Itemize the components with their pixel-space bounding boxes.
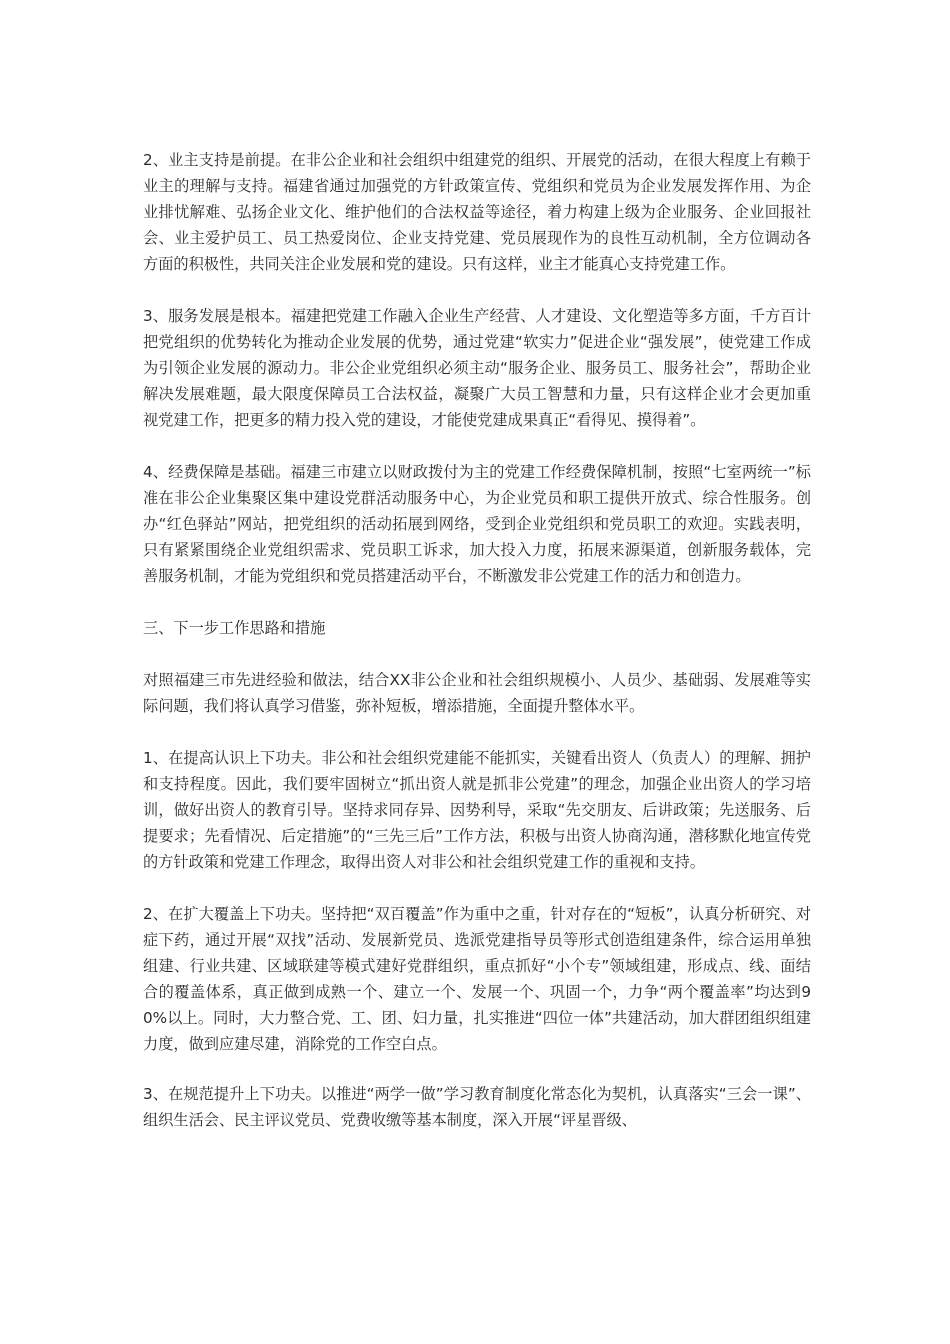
paragraph-owner-support: 2、业主支持是前提。在非公企业和社会组织中组建党的组织、开展党的活动，在很大程度上有赖于业主的理解与支持。福建省通过加强党的方针政策宣传、党组织和党员为企业发展发挥作用、为企业排忧解难、弘扬企业文化、维护他们的合法权益等途径，着力构建上级为企业服务、企业回报社会、业主爱护员工、员工热爱岗位、企业支持党建、党员展现作为的良性互动机制，全方位调动各方面的积极性，共同关注企业发展和党的建设。只有这样，业主才能真心支持党建工作。 [143,151,811,273]
document-body [143,147,811,1133]
paragraph-funding-guarantee: 4、经费保障是基础。福建三市建立以财政拨付为主的党建工作经费保障机制，按照“七室两统一”标准在非公企业集聚区集中建设党群活动服务中心，为企业党员和职工提供开放式、综合性服务。创办“红色驿站”网站，把党组织的活动拓展到网络，受到企业党组织和党员职工的欢迎。实践表明，只有紧紧围绕企业党组织需求、党员职工诉求，加大投入力度，拓展来源渠道，创新服务载体，完善服务机制，才能为党组织和党员搭建活动平台，不断激发非公党建工作的活力和创造力。 [143,463,811,585]
paragraph-raise-awareness: 1、在提高认识上下功夫。非公和社会组织党建能不能抓实，关键看出资人（负责人）的理解、拥护和支持程度。因此，我们要牢固树立“抓出资人就是抓非公党建”的理念，加强企业出资人的学习培训，做好出资人的教育引导。坚持求同存异、因势利导，采取“先交朋友、后讲政策；先送服务、后提要求；先看情况、后定措施”的“三先三后”工作方法，积极与出资人协商沟通，潜移默化地宣传党的方针政策和党建工作理念，取得出资人对非公和社会组织党建工作的重视和支持。 [143,749,811,871]
paragraph-service-development: 3、服务发展是根本。福建把党建工作融入企业生产经营、人才建设、文化塑造等多方面，千方百计把党组织的优势转化为推动企业发展的优势，通过党建“软实力”促进企业“强发展”，使党建工作成为引领企业发展的源动力。非公企业党组织必须主动“服务企业、服务员工、服务社会”，帮助企业解决发展难题，最大限度保障员工合法权益，凝聚广大员工智慧和力量，只有这样企业才会更加重视党建工作，把更多的精力投入党的建设，才能使党建成果真正“看得见、摸得着”。 [143,307,811,429]
section-heading-next-steps: 三、下一步工作思路和措施 [143,619,326,637]
paragraph-intro-next-steps: 对照福建三市先进经验和做法，结合XX非公企业和社会组织规模小、人员少、基础弱、发展难等实际问题，我们将认真学习借鉴，弥补短板，增添措施，全面提升整体水平。 [143,671,811,715]
paragraph-standardize-improve: 3、在规范提升上下功夫。以推进“两学一做”学习教育制度化常态化为契机，认真落实“三会一课”、组织生活会、民主评议党员、党费收缴等基本制度，深入开展“评星晋级、 [143,1085,811,1129]
paragraph-expand-coverage: 2、在扩大覆盖上下功夫。坚持把“双百覆盖”作为重中之重，针对存在的“短板”，认真分析研究、对症下药，通过开展“双找”活动、发展新党员、选派党建指导员等形式创造组建条件，综合运用单独组建、行业共建、区域联建等模式建好党群组织，重点抓好“小个专”领域组建，形成点、线、面结合的覆盖体系，真正做到成熟一个、建立一个、发展一个、巩固一个，力争“两个覆盖率”均达到90%以上。同时，大力整合党、工、团、妇力量，扎实推进“四位一体”共建活动，加大群团组织组建力度，做到应建尽建，消除党的工作空白点。 [143,905,811,1053]
